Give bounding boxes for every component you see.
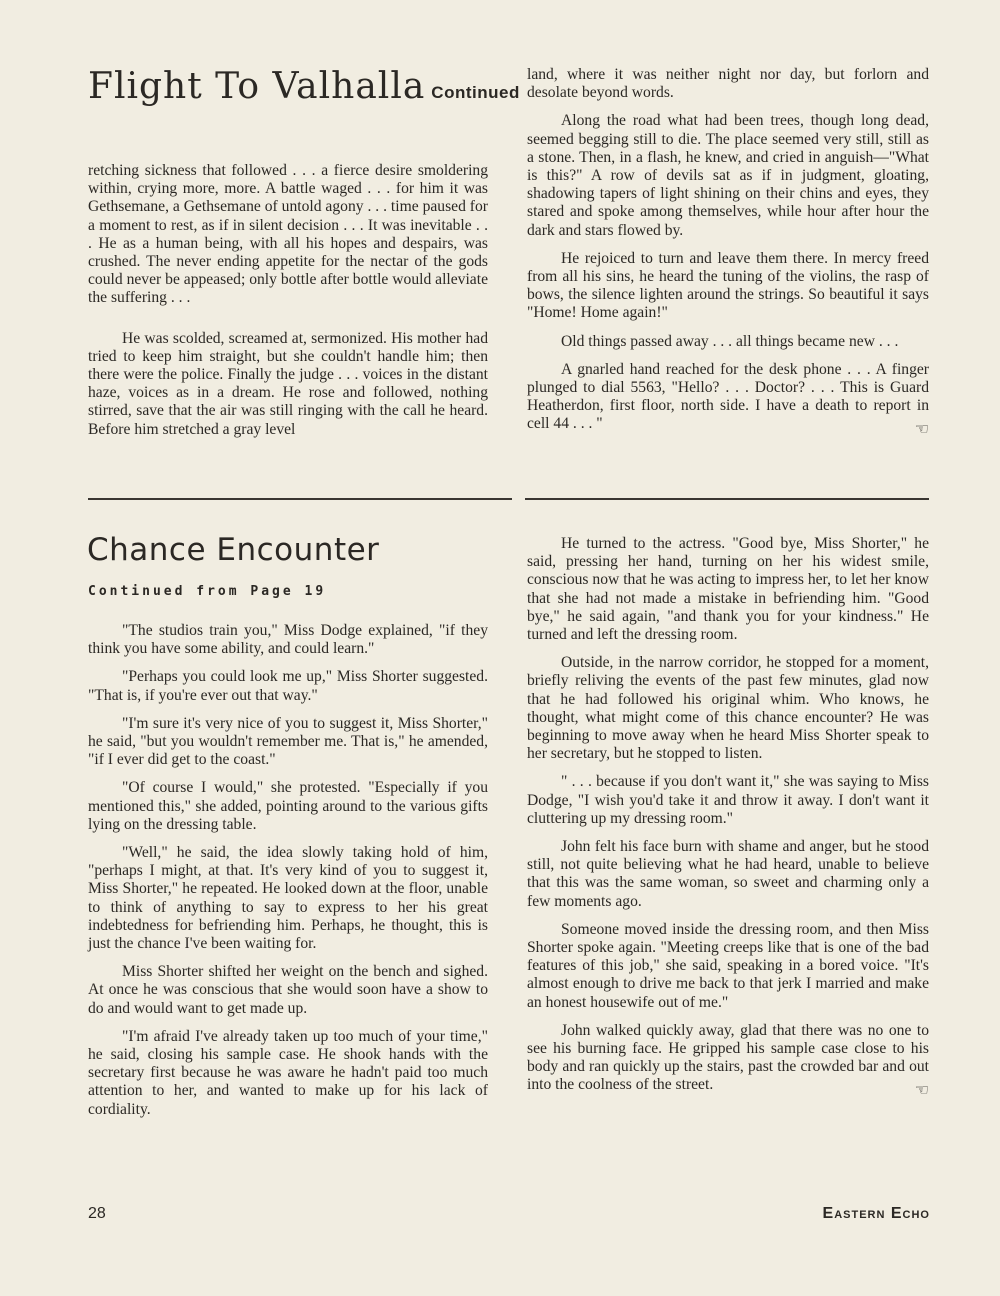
paragraph: John walked quickly away, glad that there was no one to see his burning face. He gripped his sample case close to his body and ran quickly up the stairs, past the crowded bar and out into the coolness of the street. (527, 1021, 929, 1094)
publication-name: Eastern Echo (822, 1205, 930, 1222)
paragraph: land, where it was neither night nor day, but forlorn and desolate beyond words. (527, 66, 929, 102)
paragraph: "Perhaps you could look me up," Miss Shorter suggested. "That is, if you're ever out that way." (88, 668, 488, 704)
paragraph: He turned to the actress. "Good bye, Miss Shorter," he said, pressing her hand, turning on her his widest smile, conscious now that he was acting to impress her, to let her know that she had not made a mistake in befriending him. "Good bye," he said again, "and thank you for your kindness." He turned and left the dressing room. (527, 535, 929, 644)
pointing-hand-icon: ☜ (914, 418, 929, 438)
paragraph: A gnarled hand reached for the desk phone . . . A finger plunged to dial 5563, "Hello? . . . Doctor? . . . This is Guard Heatherdon, first floor, north side. I have a death to report in cell 44 . . . " (527, 360, 929, 433)
flight-continued-label: Continued (431, 83, 520, 102)
pointing-hand-icon: ☜ (914, 1079, 929, 1099)
flight-column-right (527, 66, 929, 438)
chance-column-right (527, 535, 929, 1099)
section-divider-left (88, 498, 512, 500)
section-divider-right (525, 498, 929, 500)
flight-column-left (88, 162, 488, 449)
flight-title-text: Flight To Valhalla (88, 66, 426, 107)
flight-title (88, 66, 520, 116)
paragraph: Miss Shorter shifted her weight on the bench and sighed. At once he was conscious that she would soon have a show to do and would want to get made up. (88, 963, 488, 1017)
paragraph: "I'm sure it's very nice of you to suggest it, Miss Shorter," he said, "but you wouldn't remember me. That is," he amended, "if I ever did get to the coast." (88, 714, 488, 769)
paragraph: Old things passed away . . . all things became new . . . (561, 332, 899, 350)
paragraph: He rejoiced to turn and leave them there. In mercy freed from all his sins, he heard the tuning of the violins, the rasp of bows, the silence lighten around the strings. So beautiful it says "Home! Home again!" (527, 249, 929, 322)
paragraph: He was scolded, screamed at, sermonized. His mother had tried to keep him straight, but she couldn't handle him; then there were the police. Finally the judge . . . voices in the distant haze, voices as in a dream. He rose and followed, nothing stirred, save that the air was still ringing with the call he heard. Before him stretched a gray level (88, 329, 488, 438)
paragraph: "The studios train you," Miss Dodge explained, "if they think you have some ability, and could learn." (88, 622, 488, 658)
paragraph: "Of course I would," she protested. "Especially if you mentioned this," she added, pointing around to the various gifts lying on the dressing table. (88, 779, 488, 833)
paragraph: "I'm afraid I've already taken up too much of your time," he said, closing his sample case. He shook hands with the secretary first because he was aware he hadn't paid too much attention to her, and wanted to make up for his lack of cordiality. (88, 1027, 488, 1118)
paragraph: John felt his face burn with shame and anger, but he stood still, not quite believing what he had heard, unable to believe that this was the same woman, so sweet and charming only a few moments ago. (527, 838, 929, 910)
paragraph: Outside, in the narrow corridor, he stopped for a moment, briefly reliving the events of the past few minutes, glad now that he had followed his original whim. Who knows, he thought, what might come of this chance encounter? He was beginning to move away when he heard Miss Shorter speak to her secretary, but he stopped to listen. (527, 654, 929, 763)
chance-column-left (88, 622, 488, 1129)
paragraph: Someone moved inside the dressing room, and then Miss Shorter spoke again. "Meeting creeps like that is one of the bad features of this job," she said, speaking in a bored voice. "It's almost enough to drive me back to that jerk I married and make an honest housewife out of me." (527, 920, 929, 1011)
chance-subtitle: Continued from Page 19 (88, 584, 327, 599)
paragraph: "Well," he said, the idea slowly taking hold of him, "perhaps I might, at that. It's very kind of you to suggest it, Miss Shorter," he repeated. He looked down at the floor, unable to think of anything to say to express to her his great indebtedness for befriending him. Perhaps, he thought, this is just the chance I've been waiting for. (88, 844, 488, 953)
paragraph: " . . . because if you don't want it," she was saying to Miss Dodge, "I wish you'd take it and throw it away. I don't want it cluttering up my dressing room." (527, 773, 929, 827)
paragraph: retching sickness that followed . . . a fierce desire smoldering within, crying more, more. A battle waged . . . for him it was Gethsemane, a Gethsemane of untold agony . . . time paused for a moment to rest, as if in silent decision . . . It was inevitable . . . He as a human being, with all his hopes and despairs, was crushed. The never ending appetite for the nectar of the gods could never be appeased; only bottle after bottle would alleviate the suffering . . . (88, 162, 488, 307)
chance-title: Chance Encounter (87, 532, 380, 568)
page-number: 28 (88, 1205, 106, 1222)
paragraph: Along the road what had been trees, though long dead, seemed begging still to die. The place seemed very still, still as a stone. Then, in a flash, he knew, and cried in anguish—"What is this?" A row of devils sat as if in judgment, gloating, shadowing tapers of light shining on their chins and eyes, they stared and spoke among themselves, while hour after hour the dark and stars flowed by. (527, 112, 929, 239)
